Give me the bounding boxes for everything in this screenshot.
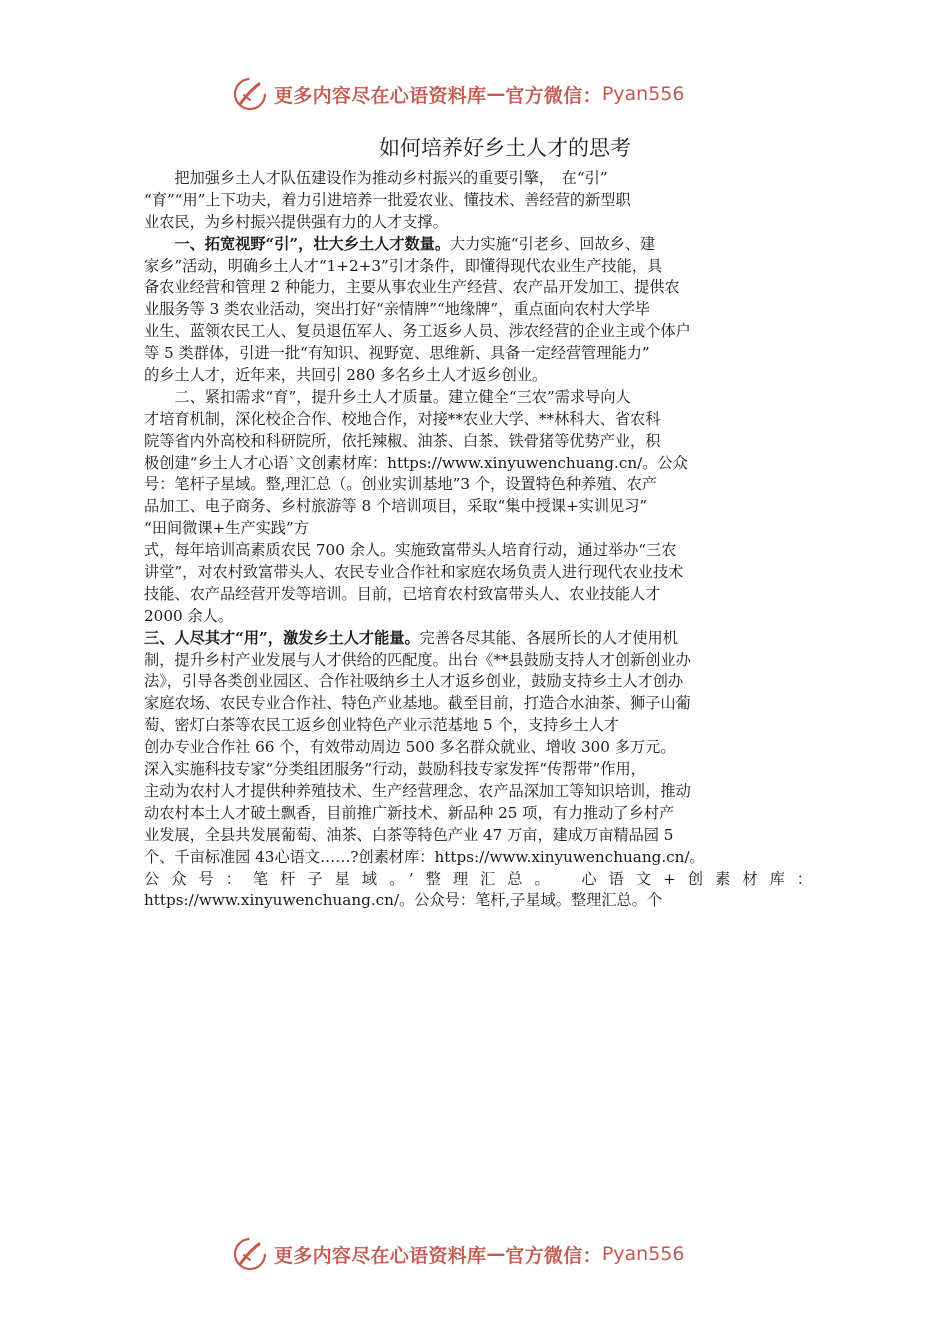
body-text: 技能、农产品经营开发等培训。目前，已培育农村致富带头人、农业技能人才 [144, 584, 661, 603]
body-text: 家乡”活动，明确乡土人才“1+2+3”引才条件，即懂得现代农业生产技能，具 [144, 256, 663, 275]
body-text: 个、千亩标准园 43心语文……?创素材库：https://www.xinyuwenchuang.cn/。 [144, 847, 705, 866]
body-text: 院等省内外高校和科研院所，依托辣椒、油茶、白茶、铁骨猪等优势产业，积 [144, 431, 661, 450]
body-line [144, 825, 812, 847]
banner-wechat-label: 官方微信： [505, 1244, 602, 1267]
body-text: 式，每年培训高素质农民 700 余人。实施致富带头人培育行动，通过举办“三农 [144, 541, 677, 560]
document-title: 如何培养好乡土人才的思考 [379, 136, 631, 160]
body-line [144, 387, 812, 409]
body-line [144, 693, 812, 715]
body-text: 品加工、电子商务、乡村旅游等 8 个培训项目，采取“集中授课+实训见习” [144, 497, 648, 516]
body-line [144, 650, 812, 672]
body-line [144, 890, 812, 912]
section-heading: 一、拓宽视野“引”，壮大乡土人才数量。 [144, 234, 451, 253]
body-line [144, 277, 812, 299]
body-line [144, 299, 812, 321]
body-text: 业农民，为乡村振兴提供强有力的人才支撑。 [144, 212, 448, 231]
body-text: “育”“用”上下功夫，着力引进培养一批爱农业、懂技术、善经营的新型职 [144, 190, 631, 209]
banner-separator: — [486, 1243, 506, 1265]
body-line [144, 190, 812, 212]
document-body [144, 168, 812, 912]
body-text: 二、紧扣需求“育”，提升乡土人才质量。建立健全“三农”需求导向人 [144, 387, 631, 406]
body-text: 业发展，全县共发展葡萄、油茶、白茶等特色产业 47 万亩，建成万亩精品园 5 [144, 825, 674, 844]
body-line [144, 584, 812, 606]
body-line [144, 168, 812, 190]
body-line [144, 365, 812, 387]
body-line [144, 256, 812, 278]
body-text: 业服务等 3 类农业活动，突出打好“亲情牌”“地缘牌”，重点面向农村大学毕 [144, 300, 651, 319]
body-line [144, 847, 812, 869]
banner-text: 更多内容尽在心语资料库 [274, 84, 487, 107]
body-line [144, 803, 812, 825]
body-text: 等 5 类群体，引进一批“有知识、视野宽、思维新、具备一定经营管理能力” [144, 344, 650, 363]
body-text: 大力实施“引老乡、回故乡、建 [450, 234, 656, 253]
body-text: 把加强乡土人才队伍建设作为推动乡村振兴的重要引擎， 在“引” [144, 169, 608, 187]
banner-separator: — [486, 83, 506, 105]
banner-text: 更多内容尽在心语资料库 [274, 1244, 487, 1267]
body-line [144, 474, 812, 496]
body-line [144, 321, 812, 343]
body-line [144, 212, 812, 234]
brush-logo-icon [232, 76, 268, 112]
body-text: 深入实施科技专家“分类组团服务”行动，鼓励科技专家发挥“传帮带”作用， [144, 760, 646, 779]
body-text: https://www.xinyuwenchuang.cn/。公众号：笔杆,子星域。整理汇总。个 [144, 891, 663, 910]
footer-watermark-banner [232, 1234, 684, 1274]
body-line [144, 234, 812, 256]
body-text: 公众号：笔杆子星域。’整理汇总。 心语文+创素材库： [144, 869, 812, 888]
body-line [144, 562, 812, 584]
body-text: 法》，引导各类创业园区、合作社吸纳乡土人才返乡创业，鼓励支持乡土人才创办 [144, 672, 684, 691]
body-line [144, 540, 812, 562]
body-line [144, 781, 812, 803]
body-text: 极创建“乡土人才心语`文创素材库：https://www.xinyuwenchuang.cn/。公众 [144, 453, 688, 472]
banner-wechat-id: Pyan556 [601, 1243, 685, 1265]
body-line [144, 496, 812, 518]
body-text: 业生、蓝领农民工人、复员退伍军人、务工返乡人员、涉农经营的企业主或个体户 [144, 322, 691, 341]
body-text: 家庭农场、农民专业合作社、特色产业基地。截至目前，打造合水油茶、狮子山葡 [144, 694, 691, 713]
body-text: 才培育机制，深化校企合作、校地合作，对接**农业大学、**林科大、省农科 [144, 409, 661, 428]
body-line [144, 409, 812, 431]
banner-wechat-id: Pyan556 [601, 83, 685, 105]
body-text: 备农业经营和管理 2 种能力，主要从事农业生产经营、农产品开发加工、提供农 [144, 278, 680, 297]
body-line [144, 715, 812, 737]
body-text: 主动为农村人才提供种养殖技术、生产经营理念、农产品深加工等知识培训，推动 [144, 781, 691, 800]
body-text: 讲堂”，对农村致富带头人、农民专业合作社和家庭农场负责人进行现代农业技术 [144, 563, 684, 582]
body-line [144, 518, 812, 540]
body-line [144, 606, 812, 628]
body-line [144, 343, 812, 365]
body-text: 2000 余人。 [144, 606, 234, 625]
body-text: 创办专业合作社 66 个，有效带动周边 500 多名群众就业、增收 300 多万元。 [144, 738, 676, 757]
brush-logo-icon [232, 1236, 268, 1272]
body-line [144, 628, 812, 650]
body-line [144, 869, 812, 891]
body-line [144, 453, 812, 475]
body-text: 完善各尽其能、各展所长的人才使用机 [419, 628, 678, 647]
section-heading: 三、人尽其才“用”，激发乡土人才能量。 [144, 628, 420, 647]
body-text: 的乡土人才，近年来，共回引 280 多名乡土人才返乡创业。 [144, 366, 548, 385]
body-line [144, 759, 812, 781]
body-text: 号：笔杆子星域。整,理汇总（。创业实训基地”3 个，设置特色种养殖、农产 [144, 475, 658, 494]
body-line [144, 737, 812, 759]
body-text: 动农村本土人才破土飘香，目前推广新技术、新品种 25 项，有力推动了乡村产 [144, 803, 675, 822]
body-line [144, 431, 812, 453]
body-text: 制，提升乡村产业发展与人才供给的匹配度。出台《**县鼓励支持人才创新创业办 [144, 650, 691, 669]
banner-wechat-label: 官方微信： [505, 84, 602, 107]
body-line [144, 671, 812, 693]
body-text: “田间微课+生产实践”方 [144, 519, 309, 538]
header-watermark-banner [232, 74, 684, 114]
body-text: 萄、密灯白茶等农民工返乡创业特色产业示范基地 5 个，支持乡土人才 [144, 716, 619, 735]
